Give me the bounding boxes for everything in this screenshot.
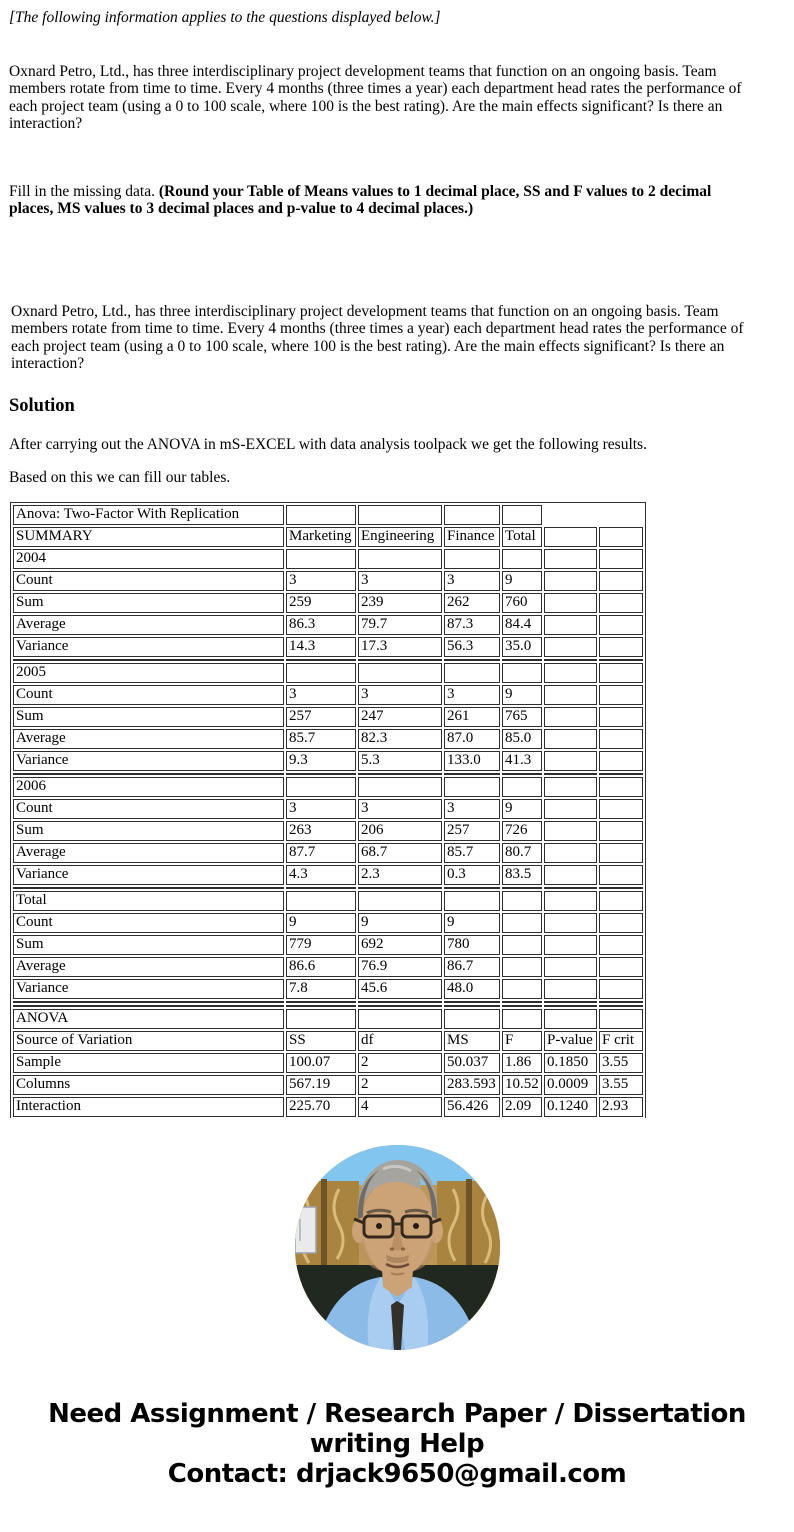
table-cell: Sum — [13, 821, 284, 841]
spacer-cell — [286, 773, 356, 775]
table-row — [13, 615, 643, 635]
spacer-cell — [599, 1001, 643, 1003]
table-cell: Total — [13, 891, 284, 911]
spacer-cell — [13, 1005, 284, 1007]
table-cell: Average — [13, 729, 284, 749]
table-cell-empty — [286, 549, 356, 569]
table-cell: Interaction — [13, 1097, 284, 1117]
table-cell-empty — [544, 707, 597, 727]
table-cell-empty — [358, 777, 442, 797]
table-cell: 83.5 — [502, 865, 542, 885]
table-cell: 283.593 — [444, 1075, 500, 1095]
table-row — [13, 707, 643, 727]
table-cell-empty — [544, 663, 597, 683]
table-row — [13, 549, 643, 569]
spacer-cell — [13, 773, 284, 775]
spacer-cell — [599, 1005, 643, 1007]
table-cell-empty — [502, 913, 542, 933]
table-row — [13, 663, 643, 683]
table-spacer-row — [13, 887, 643, 889]
table-cell: Columns — [13, 1075, 284, 1095]
spacer-cell — [599, 887, 643, 889]
table-cell: 84.4 — [502, 615, 542, 635]
table-cell-empty — [502, 505, 542, 525]
spacer-cell — [444, 1001, 500, 1003]
table-cell: 45.6 — [358, 979, 442, 999]
table-cell-empty — [544, 957, 597, 977]
spacer-cell — [599, 773, 643, 775]
table-cell: Sum — [13, 707, 284, 727]
table-cell: 100.07 — [286, 1053, 356, 1073]
table-cell: Average — [13, 957, 284, 977]
table-cell-empty — [286, 1009, 356, 1029]
table-row — [13, 799, 643, 819]
table-cell: 82.3 — [358, 729, 442, 749]
table-cell-empty — [599, 865, 643, 885]
table-cell: 35.0 — [502, 637, 542, 657]
table-cell: 760 — [502, 593, 542, 613]
table-cell: 87.3 — [444, 615, 500, 635]
spacer-cell — [599, 659, 643, 661]
table-cell: 257 — [286, 707, 356, 727]
table-spacer-row — [13, 773, 643, 775]
table-cell: 1.86 — [502, 1053, 542, 1073]
table-spacer-row — [13, 1005, 643, 1007]
table-cell: Total — [502, 527, 542, 547]
table-cell: Sum — [13, 935, 284, 955]
table-cell: Average — [13, 843, 284, 863]
table-cell: 3 — [286, 685, 356, 705]
spacer-cell — [286, 1005, 356, 1007]
table-cell: 3 — [286, 571, 356, 591]
table-cell: 80.7 — [502, 843, 542, 863]
table-cell-empty — [544, 527, 597, 547]
table-cell-empty — [358, 891, 442, 911]
table-cell: SS — [286, 1031, 356, 1051]
table-cell: 780 — [444, 935, 500, 955]
table-row — [13, 843, 643, 863]
table-cell-empty — [544, 593, 597, 613]
table-cell: 86.6 — [286, 957, 356, 977]
table-cell: 263 — [286, 821, 356, 841]
table-cell-empty — [502, 777, 542, 797]
table-cell: Variance — [13, 979, 284, 999]
table-cell-empty — [599, 729, 643, 749]
table-row — [13, 571, 643, 591]
table-row — [13, 821, 643, 841]
spacer-cell — [502, 1005, 542, 1007]
table-cell: 0.1240 — [544, 1097, 597, 1117]
solution-heading: Solution — [9, 395, 75, 416]
spacer-cell — [544, 887, 597, 889]
table-cell: 86.7 — [444, 957, 500, 977]
table-cell: 2.3 — [358, 865, 442, 885]
spacer-cell — [544, 1005, 597, 1007]
table-row — [13, 1009, 643, 1029]
table-cell-empty — [599, 637, 643, 657]
table-cell-empty — [599, 571, 643, 591]
table-cell-empty — [544, 685, 597, 705]
table-cell-empty — [599, 593, 643, 613]
table-cell-empty — [544, 1009, 597, 1029]
table-cell: 9.3 — [286, 751, 356, 771]
table-cell: 225.70 — [286, 1097, 356, 1117]
repeated-intro-paragraph: Oxnard Petro, Ltd., has three interdisciplinary project development teams that function on an ongoing basis. Team members rotate from time to time. Every 4 months (three times a year) each department head rates the performance of each project team (using a 0 to 100 scale, where 100 is the best rating). Are the main effects significant? Is there an interaction? — [11, 302, 744, 372]
table-cell: 7.8 — [286, 979, 356, 999]
avatar-section — [0, 1145, 794, 1350]
table-row — [13, 1053, 643, 1073]
table-cell: 50.037 — [444, 1053, 500, 1073]
table-cell: 41.3 — [502, 751, 542, 771]
table-cell: 85.7 — [444, 843, 500, 863]
table-cell-empty — [544, 865, 597, 885]
table-cell-empty — [286, 891, 356, 911]
table-spacer-row — [13, 659, 643, 661]
table-cell-empty — [544, 799, 597, 819]
spacer-cell — [358, 1001, 442, 1003]
table-cell-empty — [502, 663, 542, 683]
table-cell-empty — [544, 821, 597, 841]
table-cell-empty — [444, 549, 500, 569]
table-cell: 3 — [358, 685, 442, 705]
spacer-cell — [444, 773, 500, 775]
table-cell-empty — [599, 891, 643, 911]
table-cell: Variance — [13, 637, 284, 657]
table-cell: 3 — [358, 571, 442, 591]
table-cell: 239 — [358, 593, 442, 613]
spacer-cell — [286, 887, 356, 889]
wall-plate — [295, 1207, 316, 1253]
table-cell-empty — [544, 777, 597, 797]
table-cell: 76.9 — [358, 957, 442, 977]
table-cell: 0.1850 — [544, 1053, 597, 1073]
table-row — [13, 935, 643, 955]
table-cell-empty — [544, 637, 597, 657]
table-cell: MS — [444, 1031, 500, 1051]
table-cell: 17.3 — [358, 637, 442, 657]
table-row — [13, 1031, 643, 1051]
table-cell: 56.3 — [444, 637, 500, 657]
table-cell-empty — [502, 1009, 542, 1029]
table-cell: 206 — [358, 821, 442, 841]
spacer-cell — [544, 1001, 597, 1003]
fill-tables-text: Based on this we can fill our tables. — [9, 469, 231, 486]
table-cell-empty — [286, 663, 356, 683]
left-eye — [376, 1223, 382, 1229]
table-cell-empty — [599, 1009, 643, 1029]
spacer-cell — [502, 659, 542, 661]
spacer-cell — [358, 1005, 442, 1007]
table-cell: 87.0 — [444, 729, 500, 749]
table-cell: 261 — [444, 707, 500, 727]
table-cell-empty — [544, 843, 597, 863]
table-cell-empty — [544, 751, 597, 771]
table-cell: 3.55 — [599, 1053, 643, 1073]
table-cell-empty — [544, 913, 597, 933]
table-cell-empty — [599, 979, 643, 999]
table-cell-empty — [599, 527, 643, 547]
table-cell-empty — [544, 891, 597, 911]
table-cell-empty — [599, 549, 643, 569]
table-cell: Average — [13, 615, 284, 635]
table-cell-empty — [286, 777, 356, 797]
table-cell: 9 — [358, 913, 442, 933]
table-cell: 4 — [358, 1097, 442, 1117]
spacer-cell — [358, 659, 442, 661]
notice-line: [The following information applies to the questions displayed below.] — [9, 9, 441, 26]
table-cell: Source of Variation — [13, 1031, 284, 1051]
table-cell-empty — [599, 913, 643, 933]
table-cell: 3.55 — [599, 1075, 643, 1095]
table-row — [13, 865, 643, 885]
table-cell-empty — [502, 935, 542, 955]
table-spacer-row — [13, 1001, 643, 1003]
table-cell: 9 — [502, 571, 542, 591]
table-row — [13, 1097, 643, 1117]
table-row — [13, 637, 643, 657]
table-cell: 567.19 — [286, 1075, 356, 1095]
spacer-cell — [13, 1001, 284, 1003]
table-cell: 2005 — [13, 663, 284, 683]
table-cell-empty — [444, 505, 500, 525]
table-cell-empty — [444, 891, 500, 911]
table-cell-empty — [444, 663, 500, 683]
table-cell: F — [502, 1031, 542, 1051]
table-row — [13, 1075, 643, 1095]
table-cell: 14.3 — [286, 637, 356, 657]
table-row — [13, 891, 643, 911]
table-cell-empty — [544, 979, 597, 999]
table-row — [13, 729, 643, 749]
document-page — [0, 9, 794, 1489]
table-cell-empty — [358, 505, 442, 525]
anova-results-table — [10, 502, 646, 1118]
table-cell: 0.3 — [444, 865, 500, 885]
table-cell: 48.0 — [444, 979, 500, 999]
table-cell-empty — [286, 505, 356, 525]
table-cell: 79.7 — [358, 615, 442, 635]
table-cell: Marketing — [286, 527, 356, 547]
table-cell: 262 — [444, 593, 500, 613]
table-cell: 68.7 — [358, 843, 442, 863]
table-cell: 692 — [358, 935, 442, 955]
table-row — [13, 777, 643, 797]
table-cell-empty — [544, 729, 597, 749]
table-cell-empty — [599, 707, 643, 727]
table-cell-empty — [502, 979, 542, 999]
table-cell-empty — [599, 663, 643, 683]
spacer-cell — [13, 887, 284, 889]
footer-banner — [0, 1399, 794, 1489]
table-cell-empty — [544, 571, 597, 591]
table-cell-empty — [599, 935, 643, 955]
table-row — [13, 527, 643, 547]
table-row — [13, 685, 643, 705]
table-cell-empty — [544, 935, 597, 955]
table-cell-empty — [599, 615, 643, 635]
table-cell-empty — [502, 891, 542, 911]
table-cell: 2004 — [13, 549, 284, 569]
table-row — [13, 913, 643, 933]
table-cell: Sum — [13, 593, 284, 613]
table-cell: F crit — [599, 1031, 643, 1051]
table-cell: Variance — [13, 751, 284, 771]
table-cell: Sample — [13, 1053, 284, 1073]
table-cell: Count — [13, 571, 284, 591]
footer-line-1: Need Assignment / Research Paper / Dissertation — [48, 1398, 746, 1429]
table-cell: 3 — [444, 799, 500, 819]
table-cell-empty — [599, 685, 643, 705]
table-row — [13, 505, 643, 525]
table-cell: 86.3 — [286, 615, 356, 635]
table-cell: 10.52 — [502, 1075, 542, 1095]
anova-note-text: After carrying out the ANOVA in mS-EXCEL with data analysis toolpack we get the following results. — [9, 435, 647, 453]
table-cell: SUMMARY — [13, 527, 284, 547]
table-cell-empty — [358, 549, 442, 569]
table-cell: 2 — [358, 1053, 442, 1073]
table-cell: 2 — [358, 1075, 442, 1095]
table-cell: 259 — [286, 593, 356, 613]
table-cell: df — [358, 1031, 442, 1051]
table-cell: ANOVA — [13, 1009, 284, 1029]
table-cell: 9 — [502, 799, 542, 819]
spacer-cell — [444, 1005, 500, 1007]
table-cell: 85.0 — [502, 729, 542, 749]
table-cell: 0.0009 — [544, 1075, 597, 1095]
table-cell-empty — [502, 957, 542, 977]
spacer-cell — [444, 887, 500, 889]
tutor-photo — [295, 1145, 500, 1350]
table-row — [13, 957, 643, 977]
table-cell: 2.09 — [502, 1097, 542, 1117]
table-cell: 2.93 — [599, 1097, 643, 1117]
instruction-bold-text: (Round your Table of Means values to 1 decimal place, SS and F values to 2 decimal places, MS values to 3 decimal places and p-value to 4 decimal places.) — [9, 182, 712, 217]
spacer-cell — [544, 773, 597, 775]
table-cell: 9 — [444, 913, 500, 933]
table-cell: Count — [13, 913, 284, 933]
table-cell: 247 — [358, 707, 442, 727]
table-cell-empty — [544, 549, 597, 569]
table-cell: 5.3 — [358, 751, 442, 771]
spacer-cell — [544, 659, 597, 661]
spacer-cell — [13, 659, 284, 661]
table-cell: Anova: Two-Factor With Replication — [13, 505, 284, 525]
table-cell-empty — [358, 1009, 442, 1029]
table-cell: 3 — [286, 799, 356, 819]
instruction-paragraph — [9, 183, 754, 218]
table-cell: 3 — [358, 799, 442, 819]
footer-contact-email: Contact: drjack9650@gmail.com — [167, 1458, 627, 1489]
spacer-cell — [358, 773, 442, 775]
spacer-cell — [286, 1001, 356, 1003]
table-cell: 3 — [444, 571, 500, 591]
table-cell: Finance — [444, 527, 500, 547]
table-cell-empty — [599, 777, 643, 797]
table-cell-empty — [599, 751, 643, 771]
table-cell-empty — [599, 799, 643, 819]
table-cell: 779 — [286, 935, 356, 955]
right-eye — [413, 1223, 419, 1229]
table-row — [13, 979, 643, 999]
spacer-cell — [502, 887, 542, 889]
table-cell-empty — [599, 957, 643, 977]
table-cell: 726 — [502, 821, 542, 841]
table-cell: Count — [13, 685, 284, 705]
table-cell-empty — [444, 1009, 500, 1029]
table-cell-empty — [599, 843, 643, 863]
table-cell-empty — [544, 615, 597, 635]
spacer-cell — [358, 887, 442, 889]
footer-line-2: writing Help — [309, 1428, 485, 1459]
table-cell-empty — [599, 821, 643, 841]
table-cell: 9 — [502, 685, 542, 705]
spacer-cell — [444, 659, 500, 661]
table-cell: 85.7 — [286, 729, 356, 749]
spacer-cell — [502, 1001, 542, 1003]
table-cell: P-value — [544, 1031, 597, 1051]
table-cell: 87.7 — [286, 843, 356, 863]
table-cell: Count — [13, 799, 284, 819]
anova-table-body — [13, 505, 643, 1117]
table-cell-empty — [444, 777, 500, 797]
anova-table-container — [10, 502, 652, 1118]
spacer-cell — [286, 659, 356, 661]
table-cell-empty — [358, 663, 442, 683]
table-cell: 56.426 — [444, 1097, 500, 1117]
table-cell: 4.3 — [286, 865, 356, 885]
table-cell: 133.0 — [444, 751, 500, 771]
intro-paragraph: Oxnard Petro, Ltd., has three interdisciplinary project development teams that function on an ongoing basis. Team members rotate from time to time. Every 4 months (three times a year) each department head rates the performance of each project team (using a 0 to 100 scale, where 100 is the best rating). Are the main effects significant? Is there an interaction? — [9, 62, 742, 132]
table-row — [13, 593, 643, 613]
table-cell-empty — [502, 549, 542, 569]
table-cell: 257 — [444, 821, 500, 841]
table-cell: Variance — [13, 865, 284, 885]
table-cell: 765 — [502, 707, 542, 727]
table-cell: 9 — [286, 913, 356, 933]
table-cell: 3 — [444, 685, 500, 705]
table-cell: 2006 — [13, 777, 284, 797]
instruction-normal-text: Fill in the missing data. — [9, 182, 159, 200]
table-row — [13, 751, 643, 771]
table-cell: Engineering — [358, 527, 442, 547]
spacer-cell — [502, 773, 542, 775]
